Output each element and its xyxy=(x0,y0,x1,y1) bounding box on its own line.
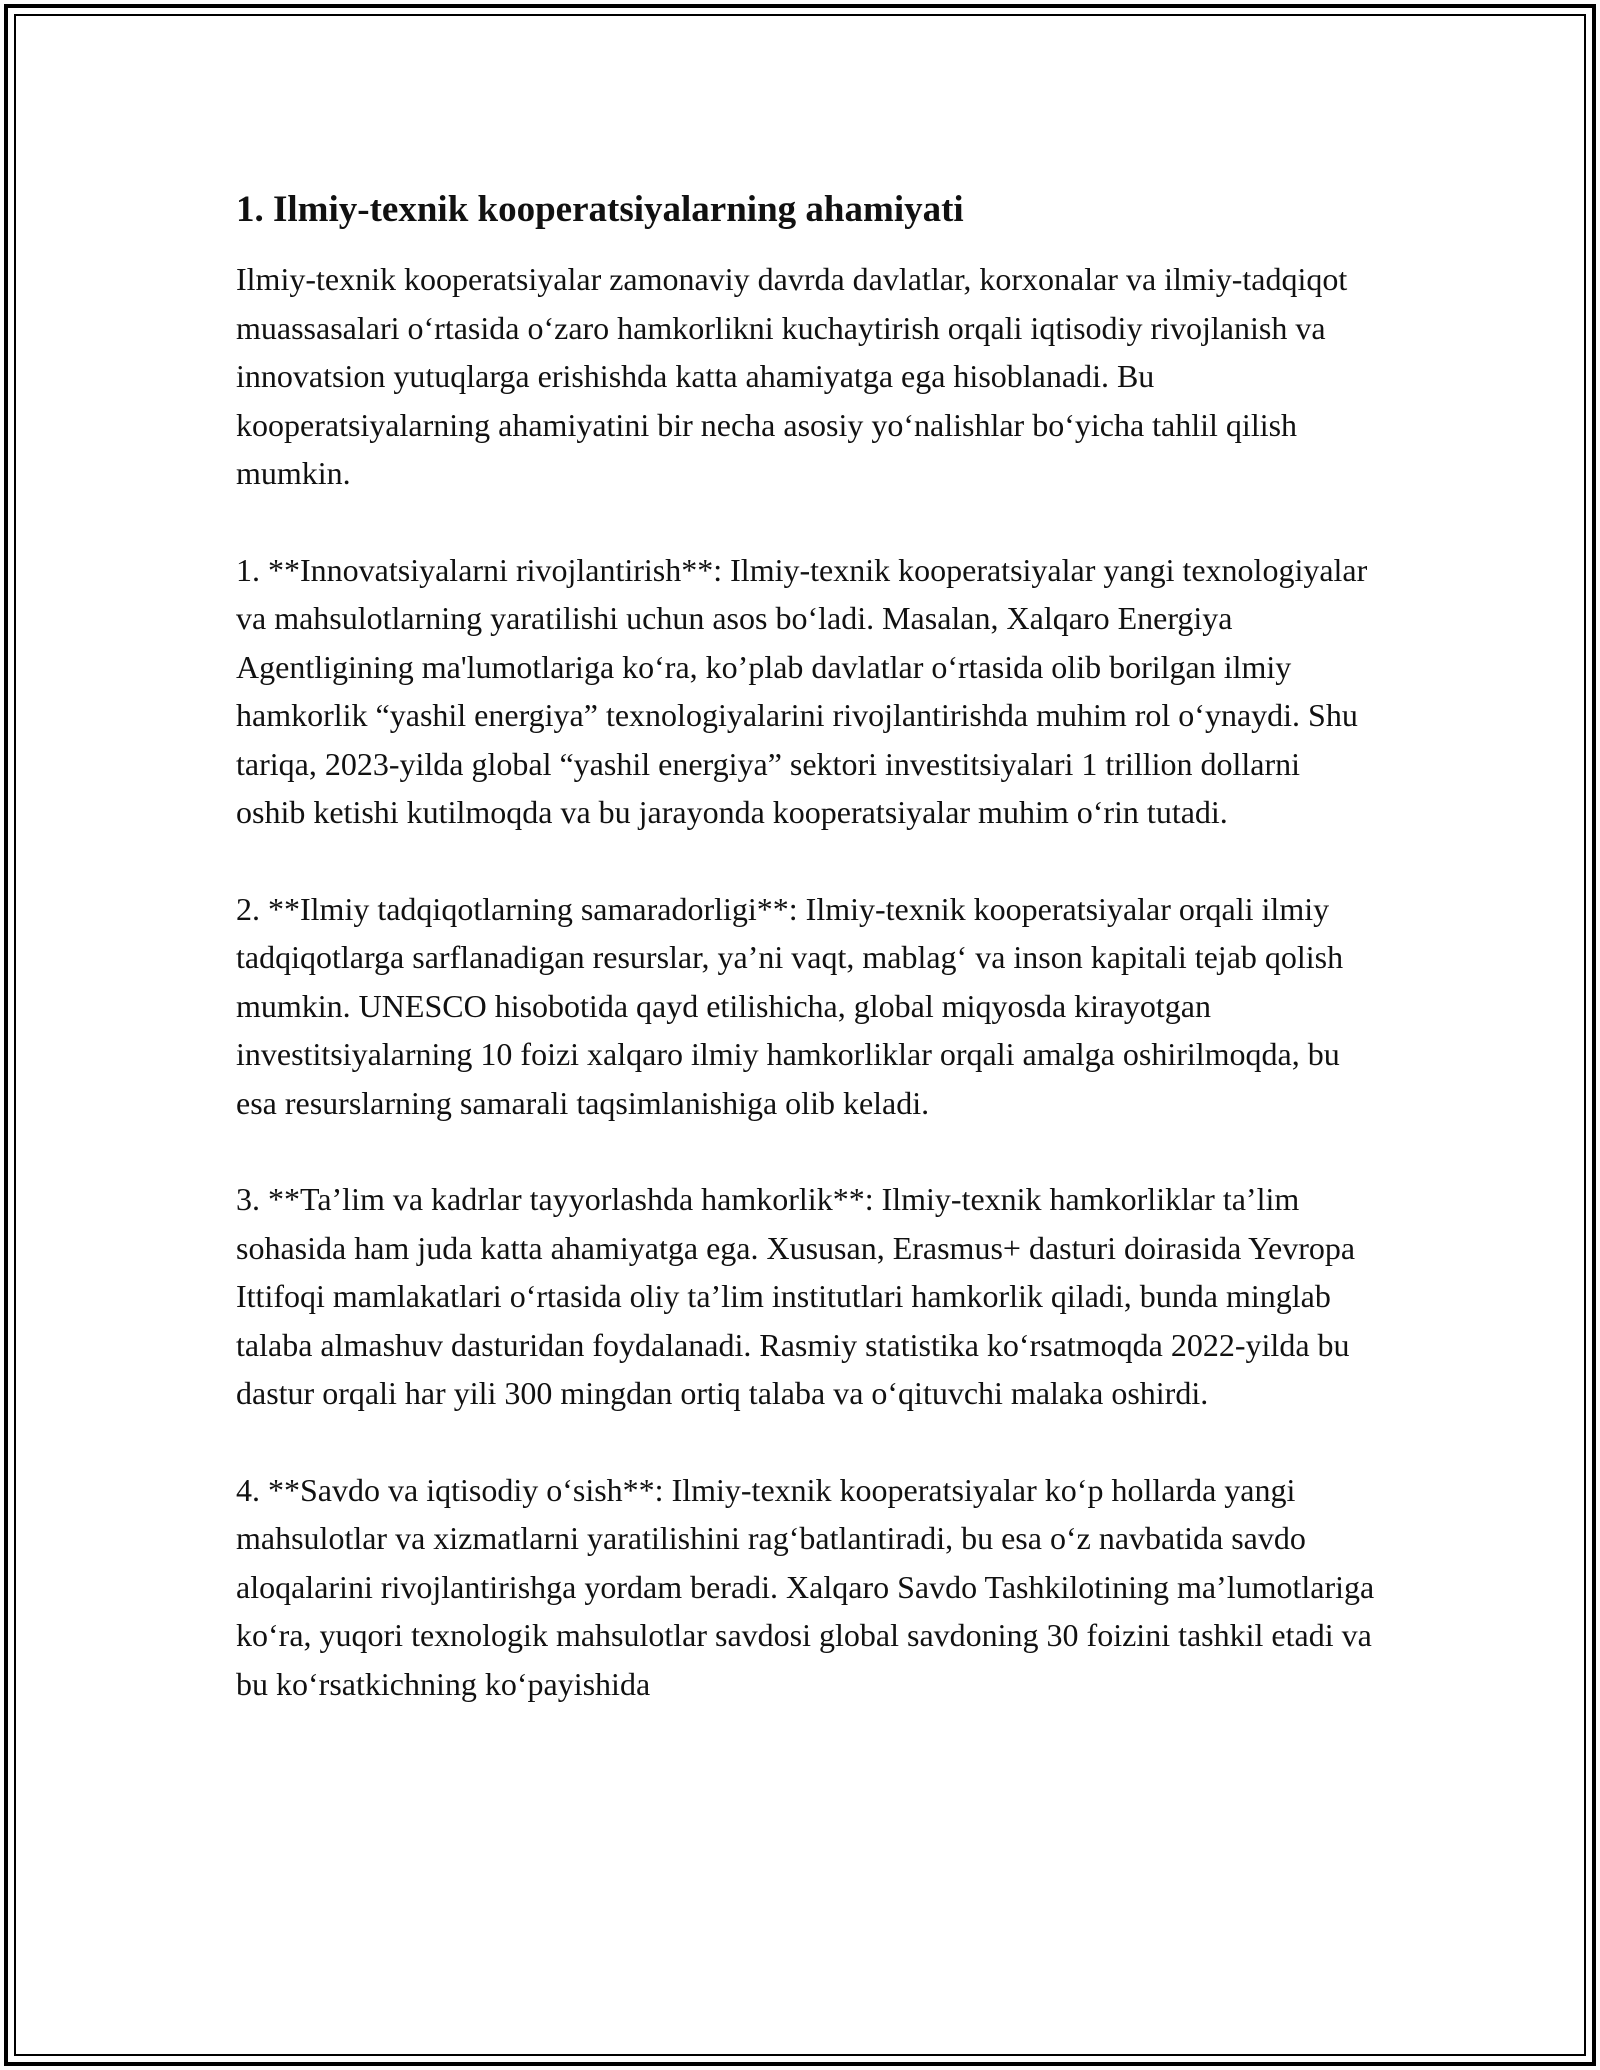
paragraph-education: 3. **Ta’lim va kadrlar tayyorlashda hamkorlik**: Ilmiy-texnik hamkorliklar ta’lim sohasida ham juda katta ahamiyatga ega. Xususan, Erasmus+ dasturi doirasida Yevropa Ittifoqi mamlakatlari o‘rtasida oliy ta’lim institutlari hamkorlik qiladi, bunda minglab talaba almashuv dasturidan foydalanadi. Rasmiy statistika ko‘rsatmoqda 2022-yilda bu dastur orqali har yili 300 mingdan ortiq talaba va o‘qituvchi malaka oshirdi. xyxy=(236,1181,1356,1411)
document-body xyxy=(236,185,1376,1756)
paragraph-innovation: 1. **Innovatsiyalarni rivojlantirish**: Ilmiy-texnik kooperatsiyalar yangi texnologiyalar va mahsulotlarning yaratilishi uchun asos bo‘ladi. Masalan, Xalqaro Energiya Agentligining ma'lumotlariga ko‘ra, ko’plab davlatlar o‘rtasida olib borilgan ilmiy hamkorlik “yashil energiya” texnologiyalarini rivojlantirishda muhim rol o‘ynaydi. Shu tariqa, 2023-yilda global “yashil energiya” sektori investitsiyalari 1 trillion dollarni oshib ketishi kutilmoqda va bu jarayonda kooperatsiyalar muhim o‘rin tutadi. xyxy=(236,551,1368,830)
intro-paragraph: Ilmiy-texnik kooperatsiyalar zamonaviy davrda davlatlar, korxonalar va ilmiy-tadqiqot muassasalari o‘rtasida o‘zaro hamkorlikni kuchaytirish orqali iqtisodiy rivojlanish va innovatsion yutuqlarga erishishda katta ahamiyatga ega hisoblanadi. Bu kooperatsiyalarning ahamiyatini bir necha asosiy yo‘nalishlar bo‘yicha tahlil qilish mumkin. xyxy=(236,261,1348,491)
section-heading: 1. Ilmiy-texnik kooperatsiyalarning ahamiyati xyxy=(236,189,964,230)
paragraph-research-efficiency: 2. **Ilmiy tadqiqotlarning samaradorligi**: Ilmiy-texnik kooperatsiyalar orqali ilmiy tadqiqotlarga sarflanadigan resurslar, ya’ni vaqt, mablag‘ va inson kapitali tejab qolish mumkin. UNESCO hisobotida qayd etilishicha, global miqyosda kirayotgan investitsiyalarning 10 foizi xalqaro ilmiy hamkorliklar orqali amalga oshirilmoqda, bu esa resurslarning samarali taqsimlanishiga olib keladi. xyxy=(236,890,1344,1121)
paragraph-trade: 4. **Savdo va iqtisodiy o‘sish**: Ilmiy-texnik kooperatsiyalar ko‘p hollarda yangi mahsulotlar va xizmatlarni yaratilishini rag‘batlantiradi, bu esa o‘z navbatida savdo aloqalarini rivojlantirishga yordam beradi. Xalqaro Savdo Tashkilotining ma’lumotlariga ko‘ra, yuqori texnologik mahsulotlar savdosi global savdoning 30 foizini tashkil etadi va bu ko‘rsatkichning ko‘payishida xyxy=(236,1471,1375,1702)
